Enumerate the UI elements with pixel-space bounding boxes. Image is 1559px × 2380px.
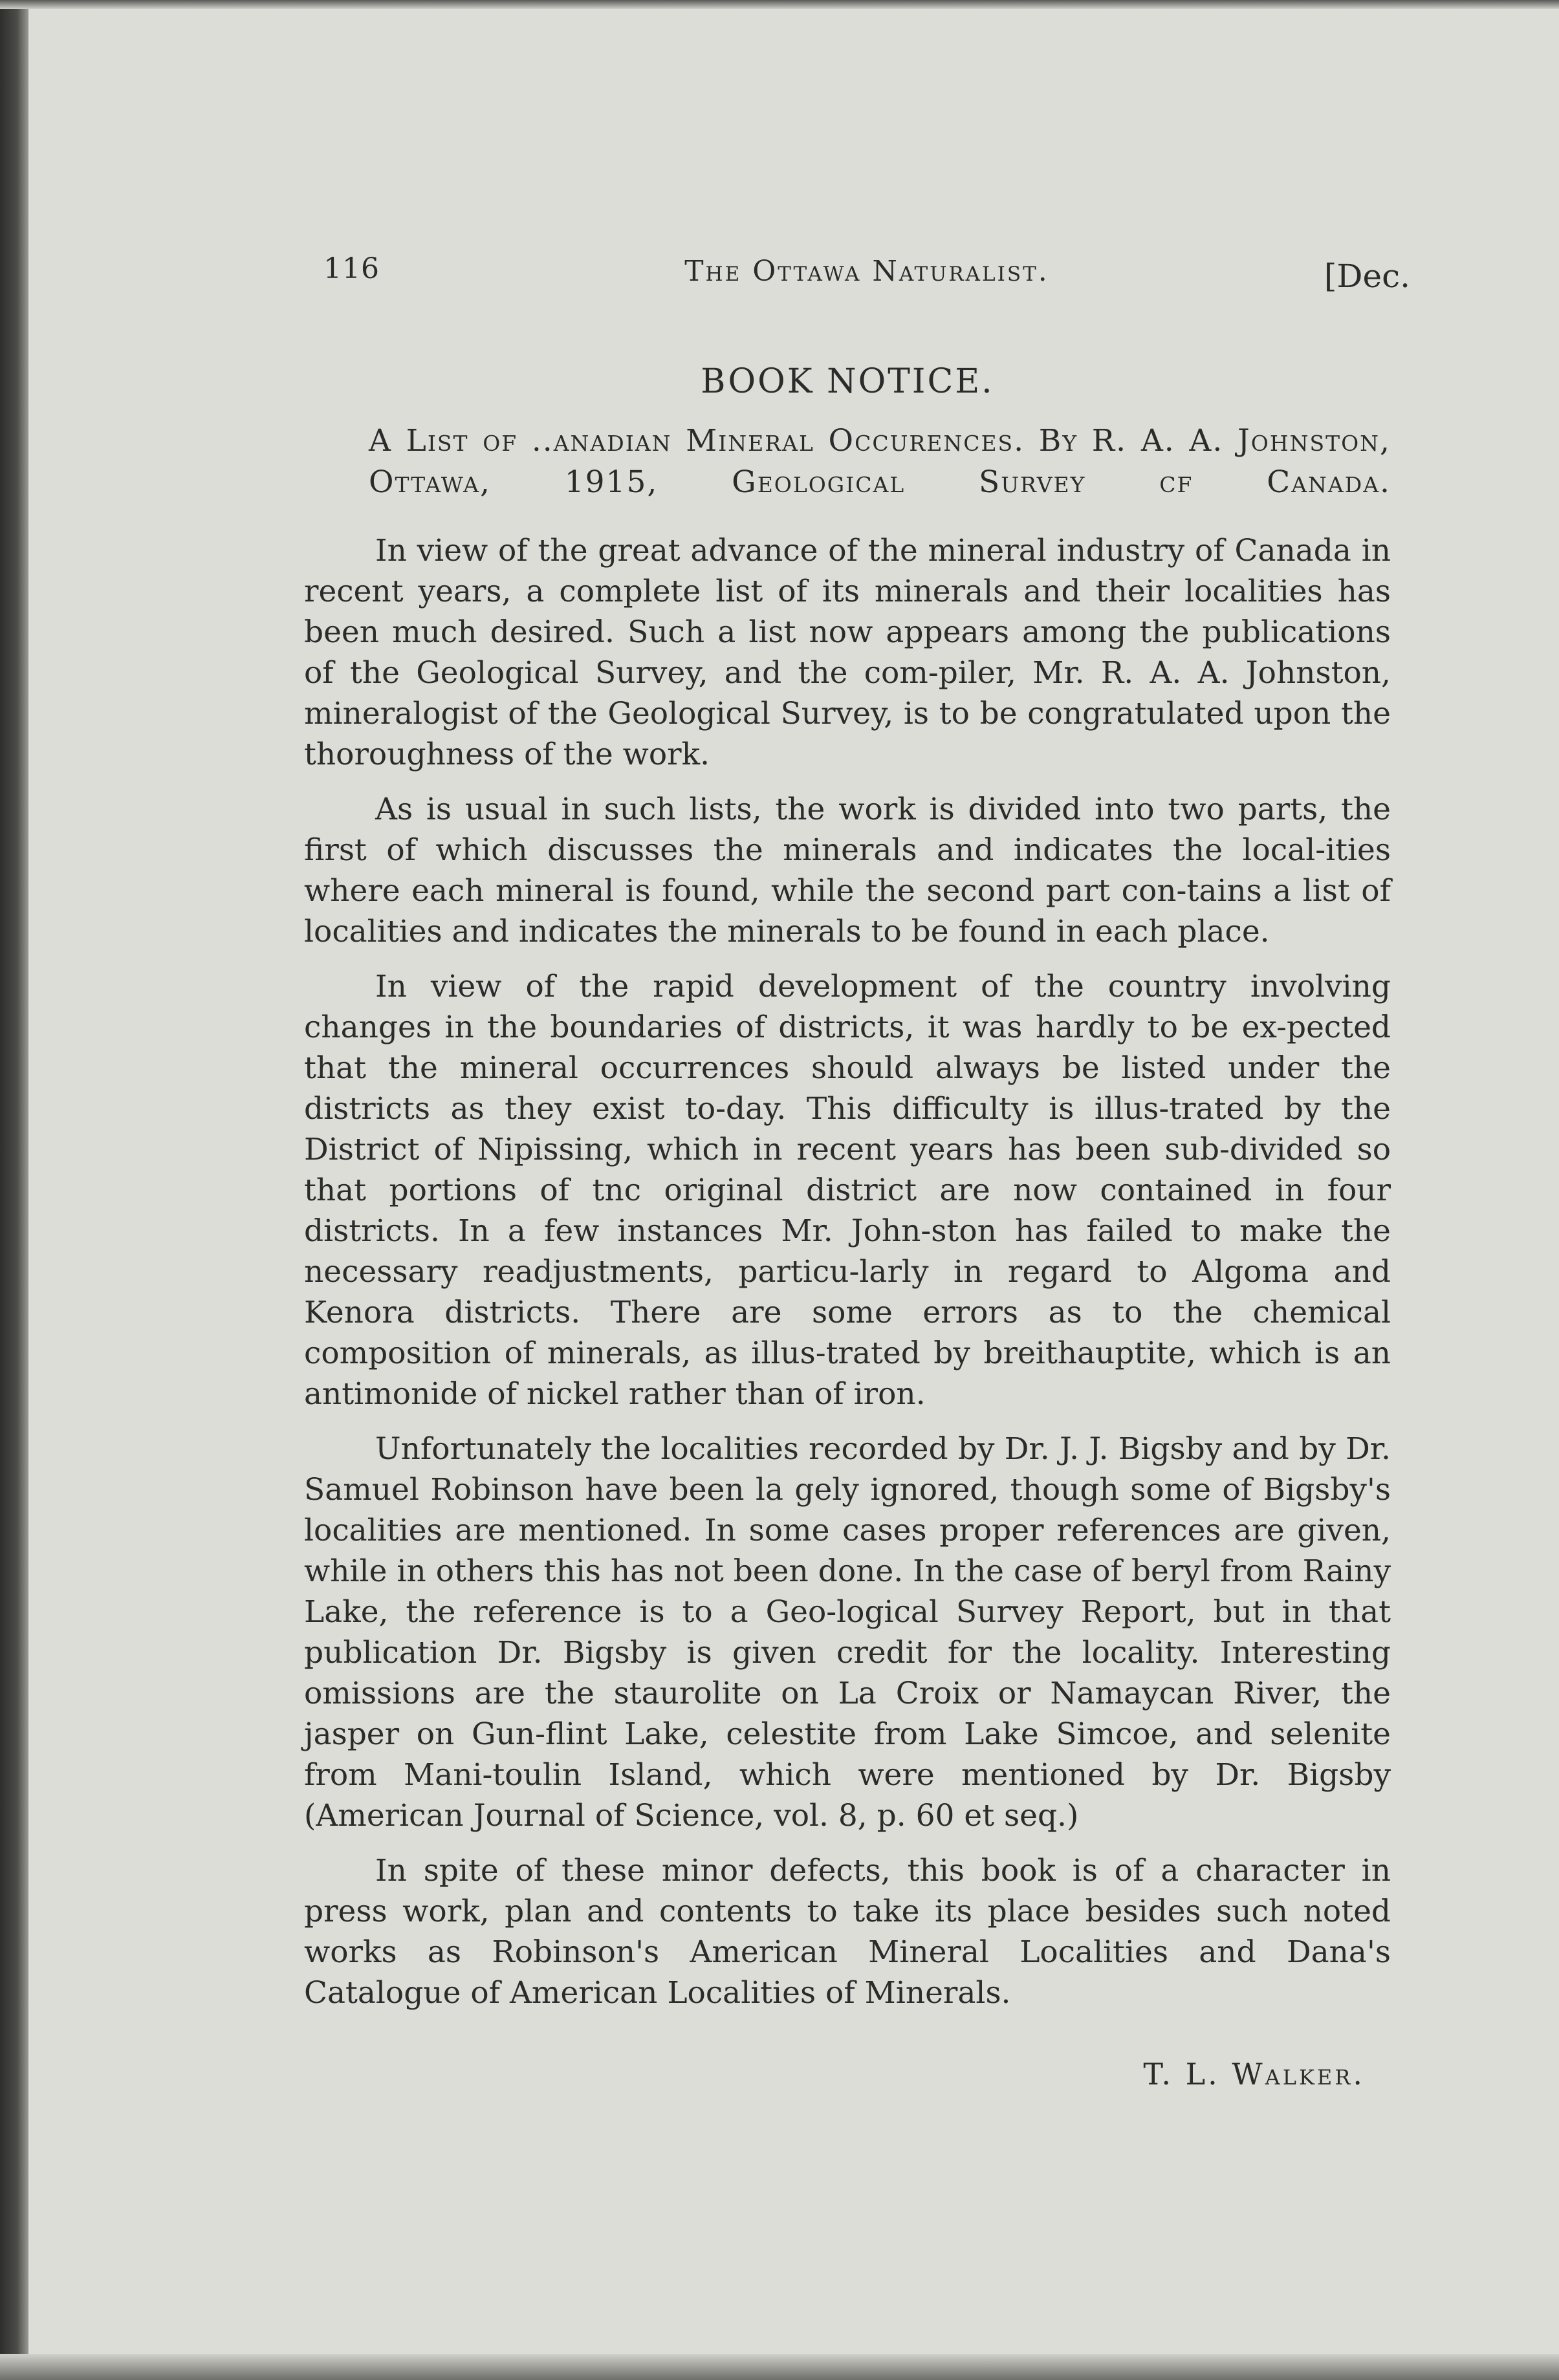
book-citation: A List of ..anadian Mineral Occurences. By R. A. A. Johnston, Ottawa, 1915, Geological Survey cf Canada. [369, 423, 1391, 500]
top-page-edge [0, 0, 1559, 9]
paragraph: In spite of these minor defects, this book is of a character in press work, plan and contents to take its place besides such noted works as Robinson's American Mineral Localities and Dana's Catalogue of American Localities of Minerals. [304, 1853, 1391, 2011]
bottom-page-edge [0, 2354, 1559, 2380]
author-signature: T. L. Walker. [1143, 2057, 1365, 2092]
paragraph: In view of the rapid development of the country involving changes in the boundaries of districts, it was hardly to be ex-pected that the mineral occurrences should always be listed under the districts as they exist to-day. This difficulty is illus-trated by the District of Nipissing, which in recent years has been sub-divided so that portions of tnc original district are now contained in four districts. In a few instances Mr. John-ston has failed to make the necessary readjustments, particu-larly in regard to Algoma and Kenora districts. There are some errors as to the chemical composition of minerals, as illus-trated by breithauptite, which is an antimonide of nickel rather than of iron. [304, 969, 1391, 1412]
section-heading: BOOK NOTICE. [701, 362, 994, 401]
page-number: 116 [323, 252, 380, 285]
paragraph: In view of the great advance of the mineral industry of Canada in recent years, a complete list of its minerals and their localities has been much desired. Such a list now appears among the publications of the Geological Survey, and the com-piler, Mr. R. A. A. Johnston, mineralogist of the Geological Survey, is to be congratulated upon the thoroughness of the work. [304, 533, 1391, 772]
paragraph: Unfortunately the localities recorded by Dr. J. J. Bigsby and by Dr. Samuel Robinson have been la gely ignored, though some of Bigsby's localities are mentioned. In some cases proper references are given, while in others this has not been done. In the case of beryl from Rainy Lake, the reference is to a Geo-logical Survey Report, but in that publication Dr. Bigsby is given credit for the locality. Interesting omissions are the staurolite on La Croix or Namaycan River, the jasper on Gun-flint Lake, celestite from Lake Simcoe, and selenite from Mani-toulin Island, which were mentioned by Dr. Bigsby (American Journal of Science, vol. 8, p. 60 et seq.) [304, 1431, 1391, 1834]
paragraph: As is usual in such lists, the work is divided into two parts, the first of which discusses the minerals and indicates the local-ities where each mineral is found, while the second part con-tains a list of localities and indicates the minerals to be found in each plac⁠e. [304, 792, 1391, 949]
issue-month: [Dec. [1324, 257, 1410, 295]
journal-title: The Ottawa Naturalist. [684, 255, 1049, 288]
page-content [285, 246, 1410, 2186]
review-body [304, 530, 1391, 2028]
running-header [323, 246, 1410, 298]
book-binding-edge [0, 0, 28, 2380]
